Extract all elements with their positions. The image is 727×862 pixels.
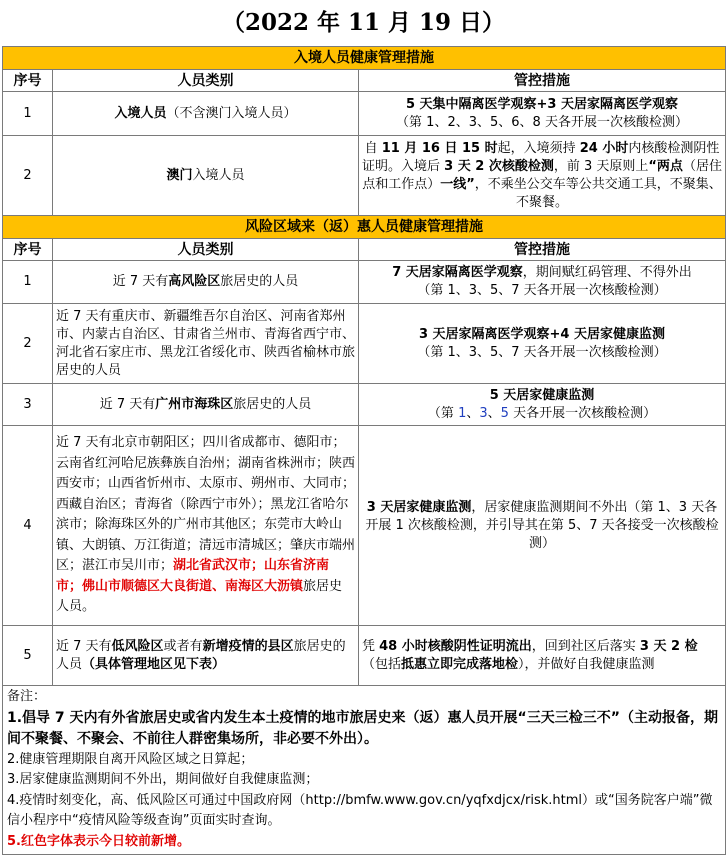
row-measures: 5 天集中隔离医学观察+3 天居家隔离医学观察 （第 1、2、3、5、6、8 天各开展一次核酸检测） <box>359 92 726 136</box>
table-row <box>3 384 726 426</box>
notes-label: 备注： <box>7 689 47 704</box>
row-number: 1 <box>3 92 53 136</box>
col-header-no: 序号 <box>3 239 53 261</box>
table-row <box>3 261 726 304</box>
new-addition-text: 湖北省武汉市；山东省济南市；佛山市顺德区大良街道、南海区大沥镇 <box>56 558 330 594</box>
page-title: （2022 年 11 月 19 日） <box>221 9 506 36</box>
notes-row <box>3 686 726 855</box>
table-row <box>3 626 726 686</box>
table-row <box>3 426 726 626</box>
row-measures: 自 11 月 16 日 15 时起，入境须持 24 小时内核酸检测阴性证明。入境后 3 天 2 次核酸检测，前 3 天原则上“两点（居住点和工作点）一线”，不乘坐公交车等公共交通工具，不聚集、不聚餐。 <box>359 136 726 216</box>
row-measures: 凭 48 小时核酸阴性证明流出，回到社区后落实 3 天 2 检（包括抵惠立即完成落地检），并做好自我健康监测 <box>359 626 726 686</box>
section-title: 风险区域来（返）惠人员健康管理措施 <box>3 216 726 239</box>
notes-cell <box>3 686 726 855</box>
column-header-row <box>3 239 726 261</box>
row-category: 近 7 天有广州市海珠区旅居史的人员 <box>53 384 359 426</box>
col-header-category: 人员类别 <box>53 239 359 261</box>
note-3: 3.居家健康监测期间不外出，期间做好自我健康监测； <box>7 772 319 787</box>
row-category: 入境人员（不含澳门入境人员） <box>53 92 359 136</box>
row-number: 1 <box>3 261 53 304</box>
note-2: 2.健康管理期限自离开风险区域之日算起； <box>7 751 254 767</box>
col-header-measures: 管控措施 <box>359 239 726 261</box>
row-category: 近 7 天有低风险区或者有新增疫情的县区旅居史的人员（具体管理地区见下表） <box>53 626 359 686</box>
col-header-measures: 管控措施 <box>359 70 726 92</box>
col-header-no: 序号 <box>3 70 53 92</box>
row-category: 近 7 天有北京市朝阳区；四川省成都市、德阳市；云南省红河哈尼族彝族自治州；湖南省株洲市；陕西西安市；山西省忻州市、太原市、朔州市、大同市；西藏自治区；青海省（除西宁市外）；黑龙江省哈尔滨市；除海珠区外的广州市其他区；东莞市大岭山镇、大朗镇、万江街道；清远市清城区；肇庆市端州区；湛江市吴川市；湖北省武汉市；山东省济南市；佛山市顺德区大良街道、南海区大沥镇旅居史人员。 <box>53 426 359 626</box>
row-number: 2 <box>3 136 53 216</box>
row-number: 2 <box>3 304 53 384</box>
row-category: 澳门入境人员 <box>53 136 359 216</box>
row-measures: 7 天居家隔离医学观察，期间赋红码管理、不得外出 （第 1、3、5、7 天各开展一次核酸检测） <box>359 261 726 304</box>
row-number: 5 <box>3 626 53 686</box>
row-measures: 3 天居家健康监测，居家健康监测期间不外出（第 1、3 天各开展 1 次核酸检测，并引导其在第 5、7 天各接受一次核酸检测） <box>359 426 726 626</box>
section-header-inbound <box>3 47 726 70</box>
row-measures: 5 天居家健康监测 （第 1、3、5 天各开展一次核酸检测） <box>359 384 726 426</box>
column-header-row <box>3 70 726 92</box>
section-title: 入境人员健康管理措施 <box>3 47 726 70</box>
note-5: 5.红色字体表示今日较前新增。 <box>7 833 190 849</box>
col-header-category: 人员类别 <box>53 70 359 92</box>
table-row <box>3 136 726 216</box>
section-header-risk-areas <box>3 216 726 239</box>
table-row <box>3 92 726 136</box>
table-row <box>3 304 726 384</box>
measures-table <box>2 46 726 855</box>
note-1: 1.倡导 7 天内有外省旅居史或省内发生本土疫情的地市旅居史来（返）惠人员开展“三天三检三不”（主动报备，期间不聚餐、不聚会、不前往人群密集场所，非必要不外出）。 <box>7 709 718 747</box>
row-number: 3 <box>3 384 53 426</box>
row-number: 4 <box>3 426 53 626</box>
row-category: 近 7 天有重庆市、新疆维吾尔自治区、河南省郑州市、内蒙古自治区、甘肃省兰州市、青海省西宁市、河北省石家庄市、黑龙江省绥化市、陕西省榆林市旅居史的人员 <box>53 304 359 384</box>
note-4: 4.疫情时刻变化，高、低风险区可通过中国政府网（http://bmfw.www.gov.cn/yqfxdjcx/risk.html）或“国务院客户端”微信小程序中“疫情风险等级查询”页面实时查询。 <box>7 792 713 828</box>
row-measures: 3 天居家隔离医学观察+4 天居家健康监测 （第 1、3、5、7 天各开展一次核酸检测） <box>359 304 726 384</box>
row-category: 近 7 天有高风险区旅居史的人员 <box>53 261 359 304</box>
